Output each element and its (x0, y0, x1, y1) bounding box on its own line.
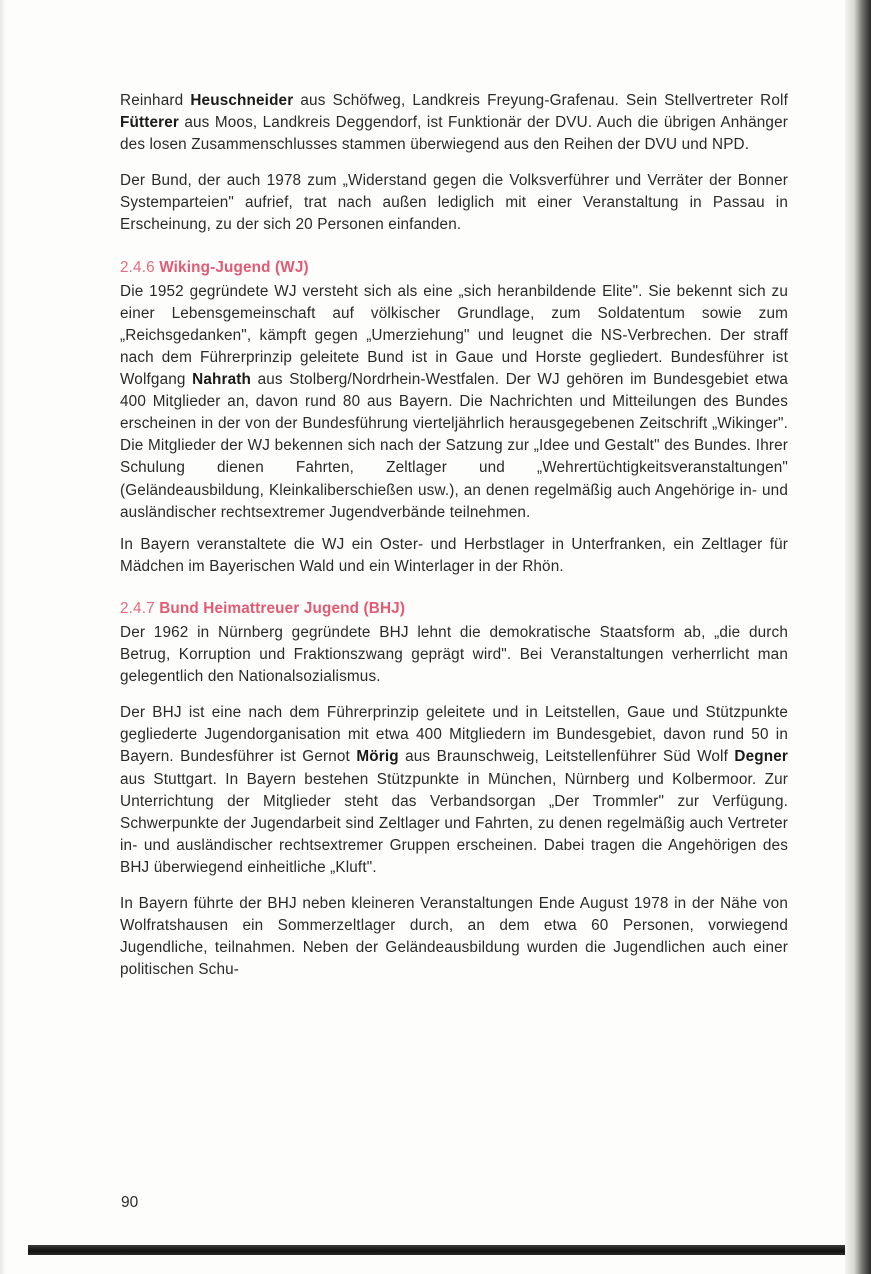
paragraph (120, 702, 788, 879)
section-title: Bund Heimattreuer Jugend (BHJ) (159, 599, 406, 617)
page-left-edge (0, 0, 6, 1274)
bold-name: Nahrath (192, 371, 251, 389)
section-heading (120, 257, 788, 279)
section-number: 2.4.6 (120, 258, 155, 276)
paragraph (120, 281, 788, 524)
text-run: Der 1962 in Nürnberg gegründete BHJ lehnt die demokratische Staatsform ab, „die durch Betrug, Korruption und Fraktionszwang geprägt wird". Bei Veranstaltungen verherrlicht man gelegentlich den Nationalsozialismus. (120, 623, 788, 686)
book-spine-shadow (845, 0, 871, 1274)
text-run: Der Bund, der auch 1978 zum „Widerstand gegen die Volksverführer und Verräter der Bonner Systemparteien" aufrief, trat nach außen lediglich mit einer Veranstaltung in Passau in Erscheinung, zu der sich 20 Personen einfanden. (120, 172, 788, 234)
text-run: Die 1952 gegründete WJ versteht sich als eine „sich heranbildende Elite". Sie bekennt sich zu einer Lebensgemeinschaft auf völkischer Grundlage, zum Soldatentum sowie zum „Reichsgedanken", kämpft gegen „Umerziehung" und leugnet die NS-Verbrechen. Der straff nach dem Führerprinzip geleitete Bund ist in Gaue und Horste gegliedert. Bundesführer ist Wolfgang (120, 282, 788, 389)
text-run: aus Schöfweg, Landkreis Freyung-Grafenau. Sein Stellvertreter Rolf (293, 92, 788, 109)
text-run: aus Stuttgart. In Bayern bestehen Stützpunkte in München, Nürnberg und Kolbermoor. Zur Unterrichtung der Mitglieder steht das Verbandsorgan „Der Trommler" zur Verfügung. Schwerpunkte der Jugendarbeit sind Zeltlager und Fahrten, zu denen regelmäßig auch Vertreter in- und ausländischer rechtsextremer Gruppen erscheinen. Dabei tragen die Angehörigen des BHJ überwiegend einheitliche „Kluft". (120, 770, 788, 876)
bold-name: Mörig (356, 748, 399, 766)
text-run: aus Stolberg/Nordrhein-Westfalen. Der WJ gehören im Bundesgebiet etwa 400 Mitglieder an, davon rund 80 aus Bayern. Die Nachrichten und Mitteilungen des Bundes erscheinen in der von der Bundesführung vierteljährlich herausgegebenen Zeitschrift „Wikinger". Die Mitglieder der WJ bekennen sich nach der Satzung zur „Idee und Gestalt" des Bundes. Ihrer Schulung dienen Fahrten, Zeltlager und „Wehrertüchtigkeitsveranstaltungen" (Geländeausbildung, Kleinkaliberschießen usw.), an denen regelmäßig auch Angehörige in- und ausländischer rechtsextremer Jugendverbände teilnehmen. (120, 371, 788, 521)
section-heading (120, 598, 788, 620)
bold-name: Heuschneider (190, 92, 294, 109)
text-run: In Bayern veranstaltete die WJ ein Oster- und Herbstlager in Unterfranken, ein Zeltlager für Mädchen im Bayerischen Wald und ein Winterlager in der Rhön. (120, 535, 788, 575)
paragraph (120, 90, 788, 156)
section-number: 2.4.7 (120, 599, 155, 617)
text-run: In Bayern führte der BHJ neben kleineren Veranstaltungen Ende August 1978 in der Nähe von Wolfratshausen ein Sommerzeltlager durch, an dem etwa 60 Personen, vorwiegend Jugendliche, teilnahmen. Neben der Geländeausbildung wurden die Jugendlichen auch einer politischen Schu- (120, 895, 788, 979)
bold-name: Fütterer (120, 114, 179, 132)
paragraph (120, 534, 788, 578)
text-run: aus Braunschweig, Leitstellenführer Süd Wolf (398, 748, 735, 766)
text-run: aus Moos, Landkreis Deggendorf, ist Funktionär der DVU. Auch die übrigen Anhänger des losen Zusammenschlusses stammen überwiegend aus den Reihen der DVU und NPD. (120, 114, 788, 154)
page-body-text (120, 90, 788, 995)
paragraph (120, 622, 788, 688)
text-run: Der BHJ ist eine nach dem Führerprinzip geleitete und in Leitstellen, Gaue und Stützpunkte gegliederte Jugendorganisation mit etwa 400 Mitgliedern im Bundesgebiet, davon rund 50 in Bayern. Bundesführer ist Gernot (120, 704, 788, 766)
page-number: 90 (121, 1194, 139, 1211)
section-title: Wiking-Jugend (WJ) (159, 258, 309, 276)
paragraph (120, 170, 788, 236)
text-run: Reinhard (120, 92, 191, 109)
scan-bottom-border (28, 1245, 845, 1255)
bold-name: Degner (734, 748, 788, 766)
paragraph (120, 893, 788, 981)
